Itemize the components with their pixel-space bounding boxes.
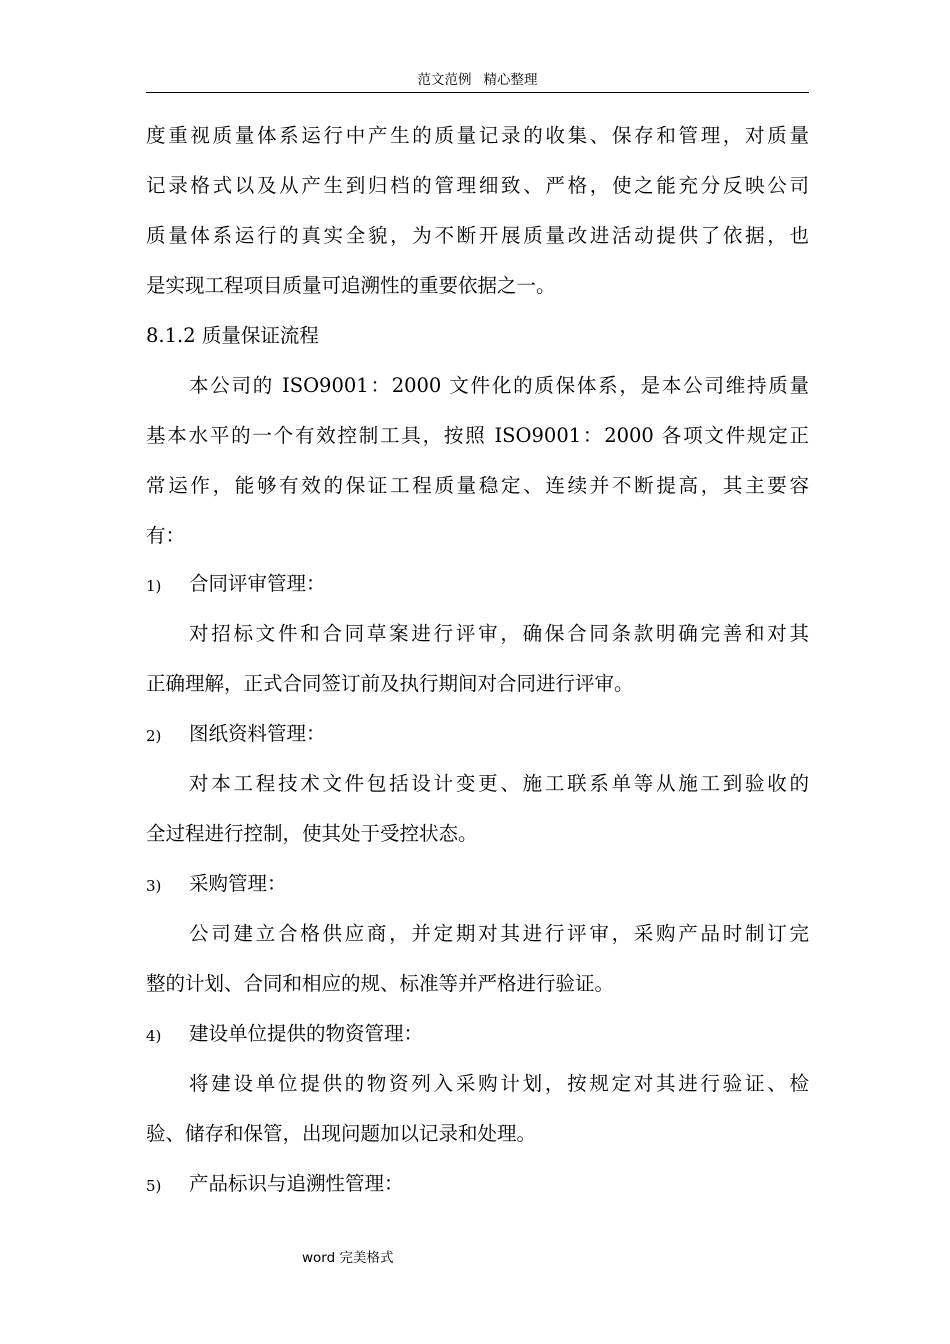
paragraph-line: 本公司的 ISO9001：2000 文件化的质保体系，是本公司维持质量 [189, 374, 809, 397]
paragraph-line: 验、储存和保管，出现问题加以记录和处理。 [146, 1122, 537, 1145]
list-item-number: 1) [146, 577, 162, 595]
paragraph-line: 全过程进行控制，使其处于受控状态。 [146, 822, 478, 845]
list-item-number: 2) [146, 727, 162, 745]
section-heading: 8.1.2 质量保证流程 [146, 324, 319, 347]
list-item-number: 5) [146, 1177, 162, 1195]
list-item-title: 采购管理： [189, 872, 287, 895]
page-header [146, 68, 809, 93]
list-item-number: 4) [146, 1027, 162, 1045]
header-right-text: 精心整理 [483, 72, 538, 88]
paragraph-line: 对招标文件和合同草案进行评审，确保合同条款明确完善和对其 [189, 622, 809, 645]
paragraph-line: 常运作，能够有效的保证工程质量稳定、连续并不断提高，其主要容 [146, 474, 809, 497]
paragraph-line: 记录格式以及从产生到归档的管理细致、严格，使之能充分反映公司 [146, 174, 809, 197]
paragraph-line: 质量体系运行的真实全貌，为不断开展质量改进活动提供了依据，也 [146, 224, 809, 247]
paragraph-line: 有： [146, 524, 186, 547]
paragraph-line: 对本工程技术文件包括设计变更、施工联系单等从施工到验收的 [189, 772, 809, 795]
paragraph-line: 度重视质量体系运行中产生的质量记录的收集、保存和管理，对质量 [146, 124, 809, 147]
list-item-title: 产品标识与追溯性管理： [189, 1172, 404, 1195]
paragraph-line: 是实现工程项目质量可追溯性的重要依据之一。 [146, 274, 556, 297]
paragraph-line: 基本水平的一个有效控制工具，按照 ISO9001：2000 各项文件规定正 [146, 424, 809, 447]
paragraph-line: 正确理解，正式合同签订前及执行期间对合同进行评审。 [146, 672, 634, 695]
header-left-text: 范文范例 [417, 72, 472, 88]
list-item-title: 建设单位提供的物资管理： [189, 1022, 424, 1045]
list-item-title: 图纸资料管理： [189, 722, 326, 745]
list-item-title: 合同评审管理： [189, 572, 326, 595]
page-footer: word 完美格式 [302, 1250, 394, 1266]
paragraph-line: 整的计划、合同和相应的规、标准等并严格进行验证。 [146, 972, 615, 995]
paragraph-line: 将建设单位提供的物资列入采购计划，按规定对其进行验证、检 [189, 1072, 809, 1095]
list-item-number: 3) [146, 877, 162, 895]
paragraph-line: 公司建立合格供应商，并定期对其进行评审，采购产品时制订完 [189, 922, 809, 945]
